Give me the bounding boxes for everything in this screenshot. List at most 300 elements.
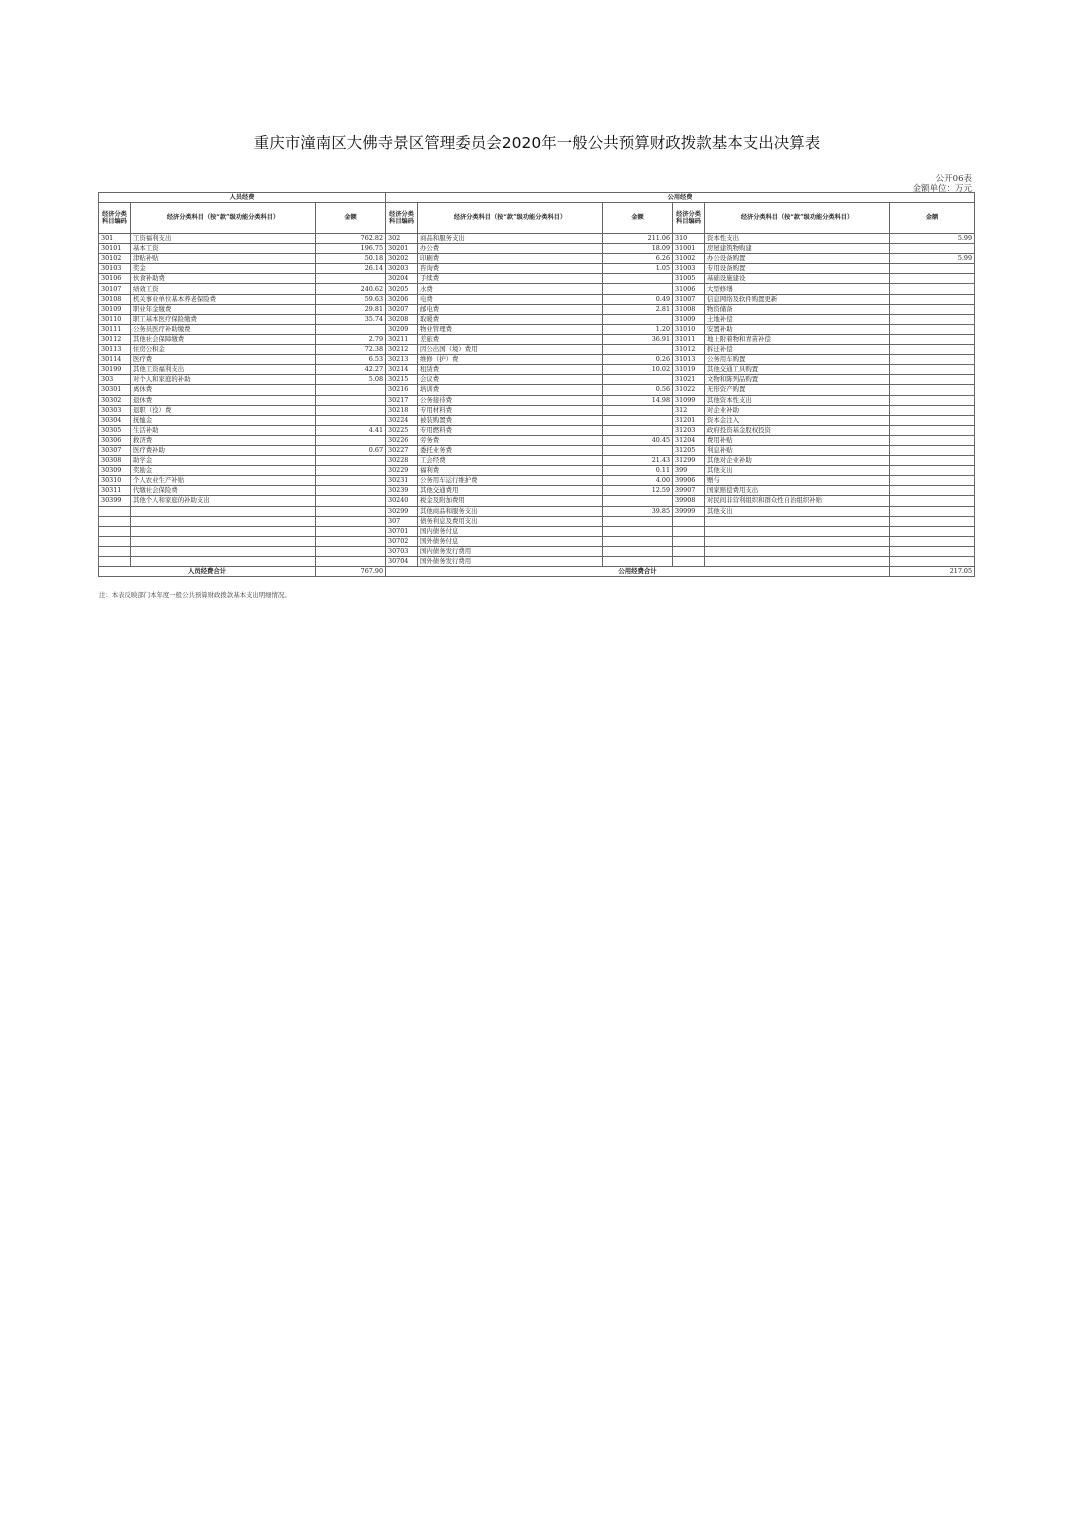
amount-cell: 1.20 [603,324,673,334]
amount-cell: 5.99 [890,234,975,244]
name-cell: 基础设施建设 [705,274,890,284]
code-cell: 30112 [99,334,131,344]
name-cell: 其他工资福利支出 [131,365,316,375]
table-id: 公开06表 [935,174,972,184]
amount-cell: 40.45 [603,435,673,445]
code-cell: 31022 [673,385,705,395]
code-cell: 30229 [386,466,418,476]
code-cell: 30202 [386,254,418,264]
table-row [99,345,975,355]
header-amount: 金额 [316,203,386,234]
header-name: 经济分类科目（按“款”级功能分类科目） [131,203,316,234]
name-cell: 福利费 [418,466,603,476]
name-cell: 其他对企业补助 [705,456,890,466]
table-row [99,365,975,375]
name-cell: 住房公积金 [131,345,316,355]
amount-cell [890,516,975,526]
code-cell [99,526,131,536]
code-cell: 30703 [386,546,418,556]
amount-cell: 0.11 [603,466,673,476]
amount-cell: 0.26 [603,355,673,365]
amount-cell [890,274,975,284]
table-row [99,546,975,556]
amount-cell: 4.41 [316,425,386,435]
code-cell: 30303 [99,405,131,415]
amount-cell: 39.85 [603,506,673,516]
code-cell: 30226 [386,435,418,445]
code-cell: 30305 [99,425,131,435]
amount-cell [603,516,673,526]
name-cell: 劳务费 [418,435,603,445]
name-cell: 取暖费 [418,314,603,324]
name-cell: 代缴社会保险费 [131,486,316,496]
amount-cell [890,284,975,294]
code-cell: 30207 [386,304,418,314]
name-cell: 退休费 [131,395,316,405]
code-cell: 30205 [386,284,418,294]
amount-cell [890,355,975,365]
amount-cell: 240.62 [316,284,386,294]
amount-cell [890,385,975,395]
table-row [99,557,975,567]
amount-cell [603,445,673,455]
amount-cell: 29.81 [316,304,386,314]
code-cell: 39999 [673,506,705,516]
name-cell: 物业管理费 [418,324,603,334]
amount-cell [316,536,386,546]
amount-cell: 6.26 [603,254,673,264]
amount-cell [890,334,975,344]
code-cell: 30308 [99,456,131,466]
amount-cell [890,546,975,556]
code-cell: 30704 [386,557,418,567]
amount-cell: 6.53 [316,355,386,365]
amount-cell [316,415,386,425]
code-cell: 30206 [386,294,418,304]
code-cell: 30311 [99,486,131,496]
amount-cell [890,375,975,385]
name-cell: 其他交通工具购置 [705,365,890,375]
name-cell: 国内债务付息 [418,526,603,536]
amount-cell [316,496,386,506]
amount-cell [603,415,673,425]
name-cell: 救济费 [131,435,316,445]
amount-cell [316,324,386,334]
table-row [99,415,975,425]
personnel-total-label: 人员经费合计 [99,567,316,577]
code-cell: 30102 [99,254,131,264]
table-row [99,445,975,455]
name-cell: 个人农业生产补贴 [131,476,316,486]
amount-cell [890,486,975,496]
amount-cell [316,456,386,466]
code-cell: 30215 [386,375,418,385]
name-cell: 拆迁补偿 [705,345,890,355]
code-cell [673,557,705,567]
name-cell: 工资福利支出 [131,234,316,244]
header-name: 经济分类科目（按“款”级功能分类科目） [418,203,603,234]
name-cell: 税金及附加费用 [418,496,603,506]
code-cell: 30240 [386,496,418,506]
name-cell: 利息补贴 [705,445,890,455]
code-cell: 31010 [673,324,705,334]
header-code: 经济分类科目编码 [673,203,705,234]
amount-cell [603,345,673,355]
table-row [99,334,975,344]
table-row [99,375,975,385]
code-cell: 30216 [386,385,418,395]
code-cell: 30204 [386,274,418,284]
amount-cell: 2.79 [316,334,386,344]
name-cell: 印刷费 [418,254,603,264]
code-cell: 31013 [673,355,705,365]
amount-cell [603,425,673,435]
code-cell: 31012 [673,345,705,355]
amount-cell: 18.09 [603,244,673,254]
name-cell: 工会经费 [418,456,603,466]
name-cell: 物资储备 [705,304,890,314]
amount-cell [316,546,386,556]
table-row [99,405,975,415]
amount-cell [316,435,386,445]
code-cell: 30209 [386,324,418,334]
code-cell: 30217 [386,395,418,405]
name-cell: 邮电费 [418,304,603,314]
code-cell: 30231 [386,476,418,486]
table-row [99,355,975,365]
code-cell: 301 [99,234,131,244]
table-row [99,324,975,334]
code-cell: 31005 [673,274,705,284]
code-cell: 39906 [673,476,705,486]
name-cell: 费用补贴 [705,435,890,445]
code-cell: 30212 [386,345,418,355]
amount-cell [890,395,975,405]
code-cell [99,506,131,516]
table-row [99,516,975,526]
section-personnel: 人员经费 [99,193,386,203]
table-row [99,385,975,395]
amount-cell [890,466,975,476]
name-cell: 房屋建筑物购建 [705,244,890,254]
amount-cell: 10.02 [603,365,673,375]
code-cell: 30304 [99,415,131,425]
name-cell: 文物和陈列品购置 [705,375,890,385]
amount-cell [603,526,673,536]
name-cell [131,516,316,526]
name-cell: 医疗费补助 [131,445,316,455]
amount-cell [890,496,975,506]
table-row [99,536,975,546]
code-cell: 31007 [673,294,705,304]
name-cell: 其他个人和家庭的补助支出 [131,496,316,506]
page-title: 重庆市潼南区大佛寺景区管理委员会2020年一般公共预算财政拨款基本支出决算表 [253,134,821,152]
amount-cell: 5.99 [890,254,975,264]
name-cell: 抚恤金 [131,415,316,425]
name-cell: 职业年金缴费 [131,304,316,314]
name-cell: 办公费 [418,244,603,254]
amount-cell [890,506,975,516]
amount-cell [890,476,975,486]
name-cell: 医疗费 [131,355,316,365]
amount-cell [316,274,386,284]
code-cell: 30208 [386,314,418,324]
name-cell: 其他支出 [705,466,890,476]
name-cell: 绩效工资 [131,284,316,294]
code-cell: 31008 [673,304,705,314]
name-cell: 职工基本医疗保险缴费 [131,314,316,324]
code-cell: 30218 [386,405,418,415]
code-cell: 30214 [386,365,418,375]
name-cell: 差旅费 [418,334,603,344]
name-cell: 债务利息及费用支出 [418,516,603,526]
code-cell: 31204 [673,435,705,445]
name-cell: 其他社会保障缴费 [131,334,316,344]
name-cell: 助学金 [131,456,316,466]
name-cell: 无形资产购置 [705,385,890,395]
amount-cell [316,395,386,405]
table-row [99,456,975,466]
name-cell: 退职（役）费 [131,405,316,415]
budget-table [98,192,975,577]
name-cell [705,516,890,526]
amount-cell [316,526,386,536]
amount-cell: 0.56 [603,385,673,395]
name-cell: 电费 [418,294,603,304]
name-cell: 对企业补助 [705,405,890,415]
amount-cell [316,557,386,567]
code-cell: 30702 [386,536,418,546]
header-name: 经济分类科目（按“款”级功能分类科目） [705,203,890,234]
code-cell: 303 [99,375,131,385]
code-cell: 30306 [99,435,131,445]
name-cell: 培训费 [418,385,603,395]
code-cell: 30239 [386,486,418,496]
name-cell: 咨询费 [418,264,603,274]
code-cell: 312 [673,405,705,415]
table-row [99,274,975,284]
name-cell: 专用燃料费 [418,425,603,435]
code-cell: 30201 [386,244,418,254]
code-cell: 31001 [673,244,705,254]
amount-cell [316,466,386,476]
amount-cell [890,405,975,415]
name-cell: 租赁费 [418,365,603,375]
amount-cell [890,536,975,546]
amount-cell [603,546,673,556]
name-cell: 地上附着物和青苗补偿 [705,334,890,344]
amount-cell: 50.18 [316,254,386,264]
amount-cell [316,506,386,516]
name-cell: 伙食补助费 [131,274,316,284]
name-cell: 信息网络及软件购置更新 [705,294,890,304]
amount-cell [890,415,975,425]
code-cell: 30199 [99,365,131,375]
amount-cell [316,516,386,526]
name-cell: 奖金 [131,264,316,274]
code-cell [673,536,705,546]
code-cell: 31021 [673,375,705,385]
name-cell: 大型修缮 [705,284,890,294]
name-cell: 公务员医疗补助缴费 [131,324,316,334]
name-cell: 资本金注入 [705,415,890,425]
table-row [99,284,975,294]
name-cell [131,536,316,546]
amount-cell: 72.38 [316,345,386,355]
name-cell [705,546,890,556]
code-cell: 31299 [673,456,705,466]
code-cell: 31009 [673,314,705,324]
amount-cell: 21.43 [603,456,673,466]
table-row [99,395,975,405]
table-row [99,294,975,304]
code-cell: 30109 [99,304,131,314]
name-cell: 奖励金 [131,466,316,476]
name-cell: 公务接待费 [418,395,603,405]
table-row [99,264,975,274]
name-cell [705,526,890,536]
code-cell: 39908 [673,496,705,506]
amount-cell [603,405,673,415]
table-row [99,254,975,264]
amount-cell: 762.82 [316,234,386,244]
table-row [99,496,975,506]
table-row [99,314,975,324]
code-cell [673,526,705,536]
name-cell [131,557,316,567]
amount-cell [316,385,386,395]
code-cell: 30299 [386,506,418,516]
name-cell: 土地补偿 [705,314,890,324]
table-row [99,506,975,516]
name-cell: 其他支出 [705,506,890,516]
amount-cell: 196.75 [316,244,386,254]
name-cell: 办公设备购置 [705,254,890,264]
name-cell [131,506,316,516]
amount-cell [603,375,673,385]
code-cell [99,557,131,567]
amount-cell [890,244,975,254]
code-cell: 31099 [673,395,705,405]
code-cell: 31002 [673,254,705,264]
name-cell [131,546,316,556]
amount-cell: 36.91 [603,334,673,344]
amount-cell [890,425,975,435]
code-cell: 30107 [99,284,131,294]
amount-cell [890,435,975,445]
amount-cell: 12.59 [603,486,673,496]
amount-cell [603,314,673,324]
code-cell: 31201 [673,415,705,425]
code-cell: 399 [673,466,705,476]
code-cell: 31003 [673,264,705,274]
amount-cell [890,264,975,274]
code-cell: 30301 [99,385,131,395]
amount-cell: 26.14 [316,264,386,274]
amount-cell [603,557,673,567]
amount-cell: 42.27 [316,365,386,375]
amount-cell [890,557,975,567]
code-cell: 30310 [99,476,131,486]
personnel-total-amount: 767.90 [316,567,386,577]
name-cell: 国家赔偿费用支出 [705,486,890,496]
amount-unit: 金额单位：万元 [912,184,972,194]
amount-cell [890,445,975,455]
name-cell: 安置补助 [705,324,890,334]
totals-row [99,567,975,577]
name-cell: 其他交通费用 [418,486,603,496]
header-amount: 金额 [890,203,975,234]
name-cell: 因公出国（境）费用 [418,345,603,355]
name-cell: 会议费 [418,375,603,385]
name-cell [705,536,890,546]
amount-cell [316,405,386,415]
amount-cell [890,345,975,355]
code-cell: 30101 [99,244,131,254]
table-row [99,526,975,536]
name-cell: 政府投资基金股权投资 [705,425,890,435]
name-cell: 对民间非营利组织和群众性自治组织补贴 [705,496,890,506]
public-total-amount: 217.05 [890,567,975,577]
name-cell: 对个人和家庭的补助 [131,375,316,385]
table-row [99,244,975,254]
name-cell: 基本工资 [131,244,316,254]
name-cell [705,557,890,567]
amount-cell [890,526,975,536]
public-total-label: 公用经费合计 [386,567,890,577]
table-row [99,476,975,486]
code-cell: 30302 [99,395,131,405]
name-cell [131,526,316,536]
code-cell: 30227 [386,445,418,455]
code-cell: 307 [386,516,418,526]
name-cell: 维修（护）费 [418,355,603,365]
code-cell: 30224 [386,415,418,425]
name-cell: 其他商品和服务支出 [418,506,603,516]
table-row [99,435,975,445]
name-cell: 专用设备购置 [705,264,890,274]
code-cell: 31006 [673,284,705,294]
code-cell: 30103 [99,264,131,274]
code-cell: 31011 [673,334,705,344]
code-cell: 310 [673,234,705,244]
table-row [99,304,975,314]
name-cell: 被装购置费 [418,415,603,425]
header-amount: 金额 [603,203,673,234]
amount-cell [603,536,673,546]
amount-cell: 0.49 [603,294,673,304]
code-cell [673,546,705,556]
code-cell: 30113 [99,345,131,355]
amount-cell: 211.06 [603,234,673,244]
code-cell [673,516,705,526]
name-cell: 生活补助 [131,425,316,435]
name-cell: 其他资本性支出 [705,395,890,405]
amount-cell [603,284,673,294]
name-cell: 专用材料费 [418,405,603,415]
amount-cell: 59.63 [316,294,386,304]
name-cell: 公务用车运行维护费 [418,476,603,486]
code-cell: 30111 [99,324,131,334]
code-cell: 30225 [386,425,418,435]
code-cell: 30203 [386,264,418,274]
code-cell: 30211 [386,334,418,344]
code-cell [99,516,131,526]
section-public: 公用经费 [386,193,975,203]
code-cell: 30307 [99,445,131,455]
amount-cell: 4.00 [603,476,673,486]
amount-cell [890,304,975,314]
